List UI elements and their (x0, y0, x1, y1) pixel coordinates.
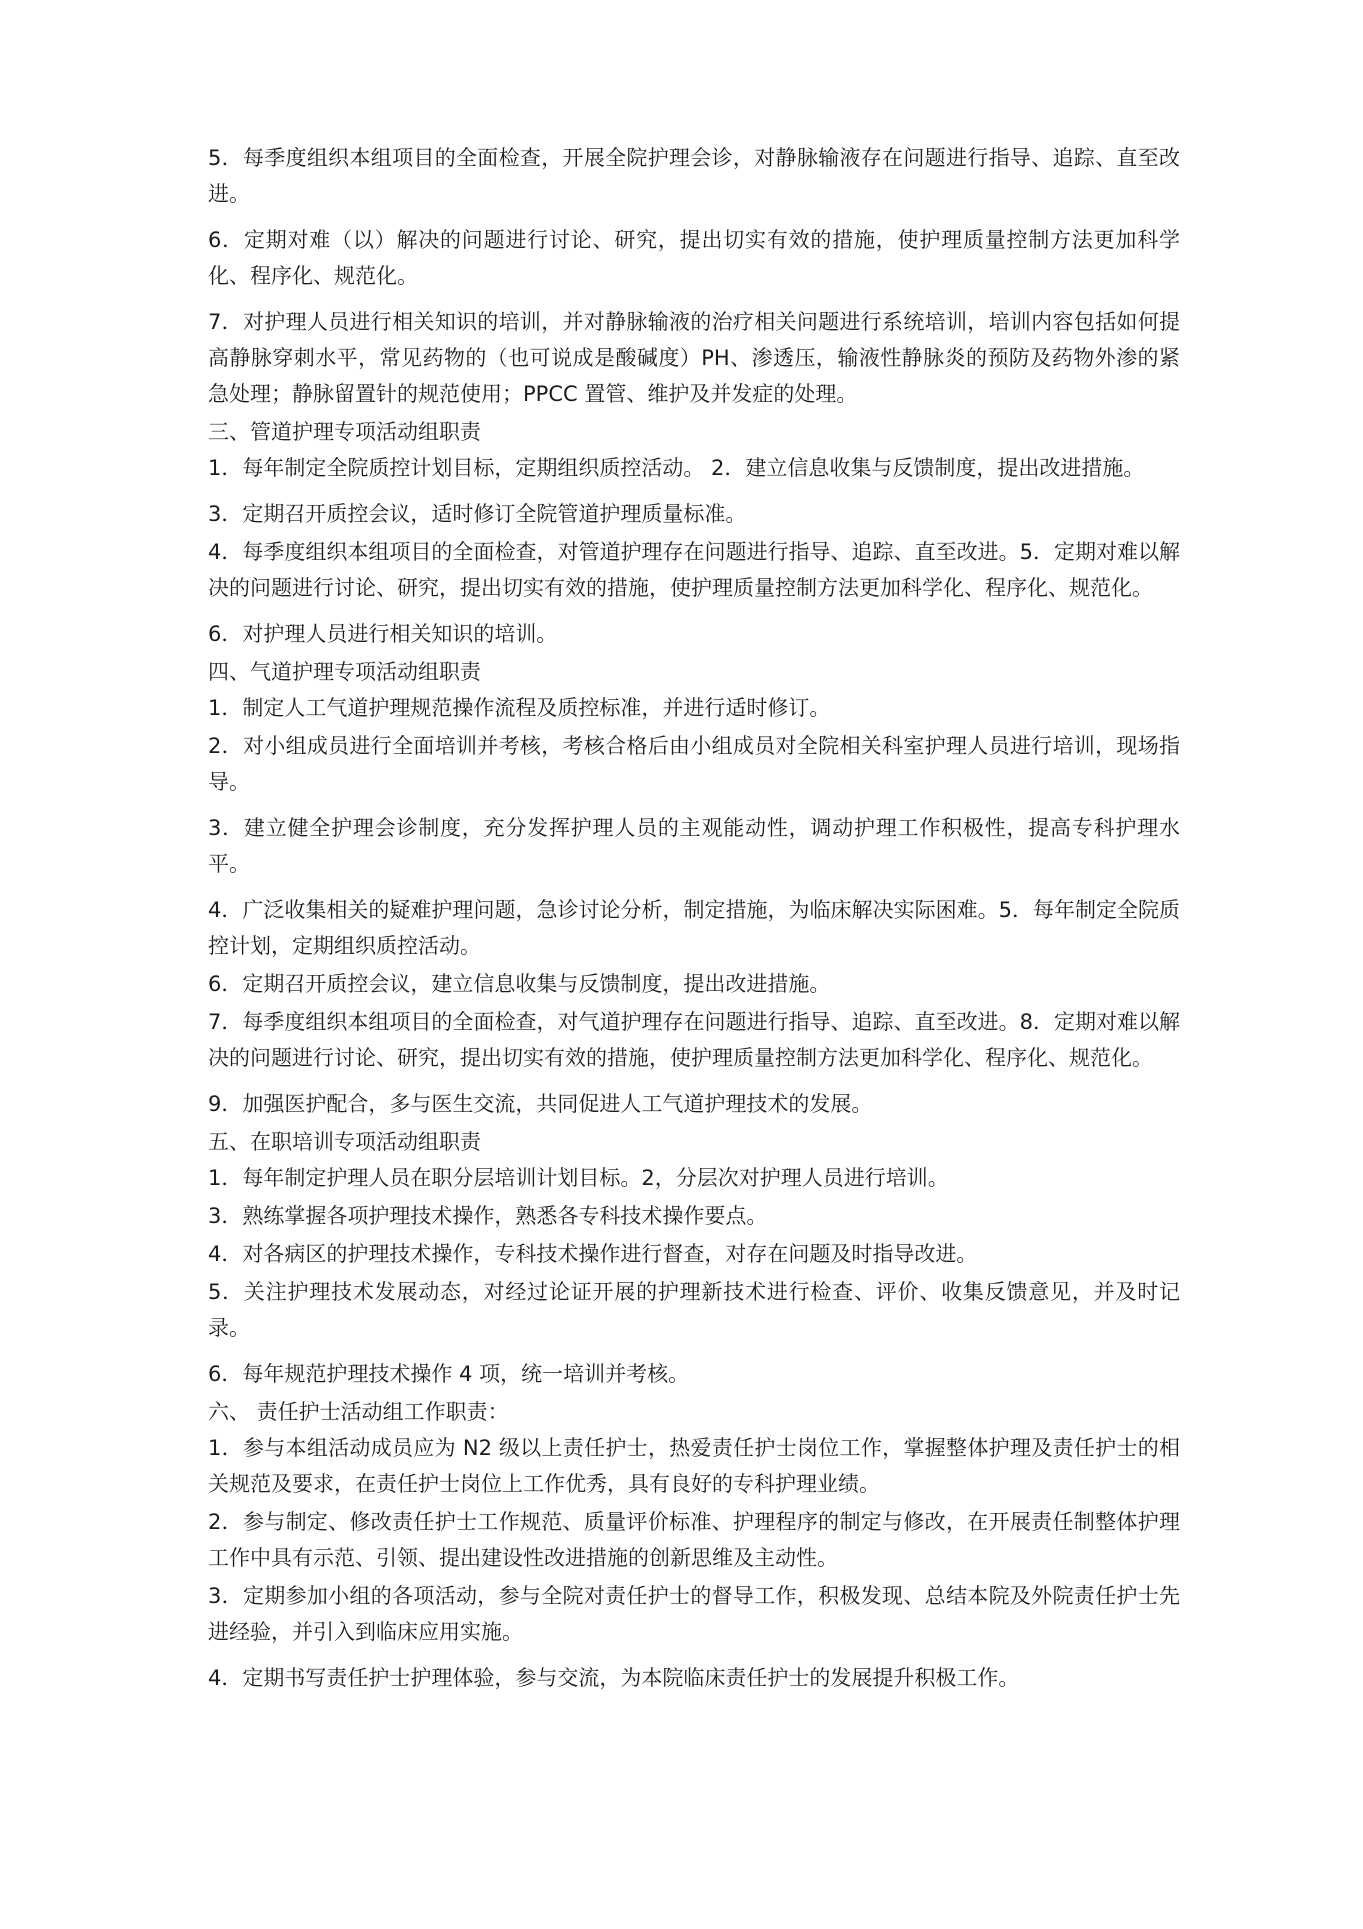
paragraph-airway-9: 9．加强医护配合，多与医生交流，共同促进人工气道护理技术的发展。 (208, 1092, 873, 1116)
paragraph-training-6: 6．每年规范护理技术操作 4 项，统一培训并考核。 (208, 1362, 690, 1386)
paragraph-tube-4: 4．每季度组织本组项目的全面检查，对管道护理存在问题进行指导、追踪、直至改进。5．定期对难以解决的问题进行讨论、研究，提出切实有效的措施，使护理质量控制方法更加科学化、程序化、规范化。 (208, 540, 1180, 600)
section-heading-tube-care: 三、管道护理专项活动组职责 (208, 420, 481, 444)
paragraph-venous-6: 6．定期对难（以）解决的问题进行讨论、研究，提出切实有效的措施，使护理质量控制方法更加科学化、程序化、规范化。 (208, 228, 1180, 288)
paragraph-airway-1: 1．制定人工气道护理规范操作流程及质控标准，并进行适时修订。 (208, 696, 831, 720)
paragraph-venous-7: 7．对护理人员进行相关知识的培训，并对静脉输液的治疗相关问题进行系统培训，培训内容包括如何提高静脉穿刺水平，常见药物的（也可说成是酸碱度）PH、渗透压，输液性静脉炎的预防及药物外渗的紧急处理；静脉留置针的规范使用；PPCC 置管、维护及并发症的处理。 (208, 310, 1180, 406)
paragraph-training-1: 1．每年制定护理人员在职分层培训计划目标。2，分层次对护理人员进行培训。 (208, 1166, 949, 1190)
paragraph-tube-6: 6．对护理人员进行相关知识的培训。 (208, 622, 558, 646)
paragraph-nurse-4: 4．定期书写责任护士护理体验，参与交流，为本院临床责任护士的发展提升积极工作。 (208, 1666, 1020, 1690)
section-heading-primary-nurse: 六、 责任护士活动组工作职责： (208, 1400, 509, 1424)
paragraph-airway-6: 6．定期召开质控会议，建立信息收集与反馈制度，提出改进措施。 (208, 972, 831, 996)
section-heading-airway-care: 四、气道护理专项活动组职责 (208, 660, 481, 684)
paragraph-nurse-2: 2．参与制定、修改责任护士工作规范、质量评价标准、护理程序的制定与修改，在开展责任制整体护理工作中具有示范、引领、提出建设性改进措施的创新思维及主动性。 (208, 1510, 1180, 1570)
paragraph-airway-4: 4．广泛收集相关的疑难护理问题，急诊讨论分析，制定措施，为临床解决实际困难。5．每年制定全院质控计划，定期组织质控活动。 (208, 898, 1180, 958)
paragraph-venous-5: 5．每季度组织本组项目的全面检查，开展全院护理会诊，对静脉输液存在问题进行指导、追踪、直至改进。 (208, 146, 1180, 206)
paragraph-airway-7: 7．每季度组织本组项目的全面检查，对气道护理存在问题进行指导、追踪、直至改进。8．定期对难以解决的问题进行讨论、研究，提出切实有效的措施，使护理质量控制方法更加科学化、程序化、规范化。 (208, 1010, 1180, 1070)
paragraph-airway-3: 3．建立健全护理会诊制度，充分发挥护理人员的主观能动性，调动护理工作积极性，提高专科护理水平。 (208, 816, 1180, 876)
paragraph-tube-1: 1．每年制定全院质控计划目标，定期组织质控活动。 2．建立信息收集与反馈制度，提出改进措施。 (208, 456, 1145, 480)
paragraph-nurse-1: 1．参与本组活动成员应为 N2 级以上责任护士，热爱责任护士岗位工作，掌握整体护理及责任护士的相关规范及要求，在责任护士岗位上工作优秀，具有良好的专科护理业绩。 (208, 1436, 1180, 1496)
section-heading-training: 五、在职培训专项活动组职责 (208, 1130, 481, 1154)
paragraph-tube-3: 3．定期召开质控会议，适时修订全院管道护理质量标准。 (208, 502, 747, 526)
paragraph-training-5: 5．关注护理技术发展动态，对经过论证开展的护理新技术进行检查、评价、收集反馈意见，并及时记录。 (208, 1280, 1180, 1340)
paragraph-training-3: 3．熟练掌握各项护理技术操作，熟悉各专科技术操作要点。 (208, 1204, 768, 1228)
document-page (208, 140, 1180, 1698)
paragraph-training-4: 4．对各病区的护理技术操作，专科技术操作进行督查，对存在问题及时指导改进。 (208, 1242, 978, 1266)
paragraph-nurse-3: 3．定期参加小组的各项活动，参与全院对责任护士的督导工作，积极发现、总结本院及外院责任护士先进经验，并引入到临床应用实施。 (208, 1584, 1180, 1644)
paragraph-airway-2: 2．对小组成员进行全面培训并考核，考核合格后由小组成员对全院相关科室护理人员进行培训，现场指导。 (208, 734, 1180, 794)
